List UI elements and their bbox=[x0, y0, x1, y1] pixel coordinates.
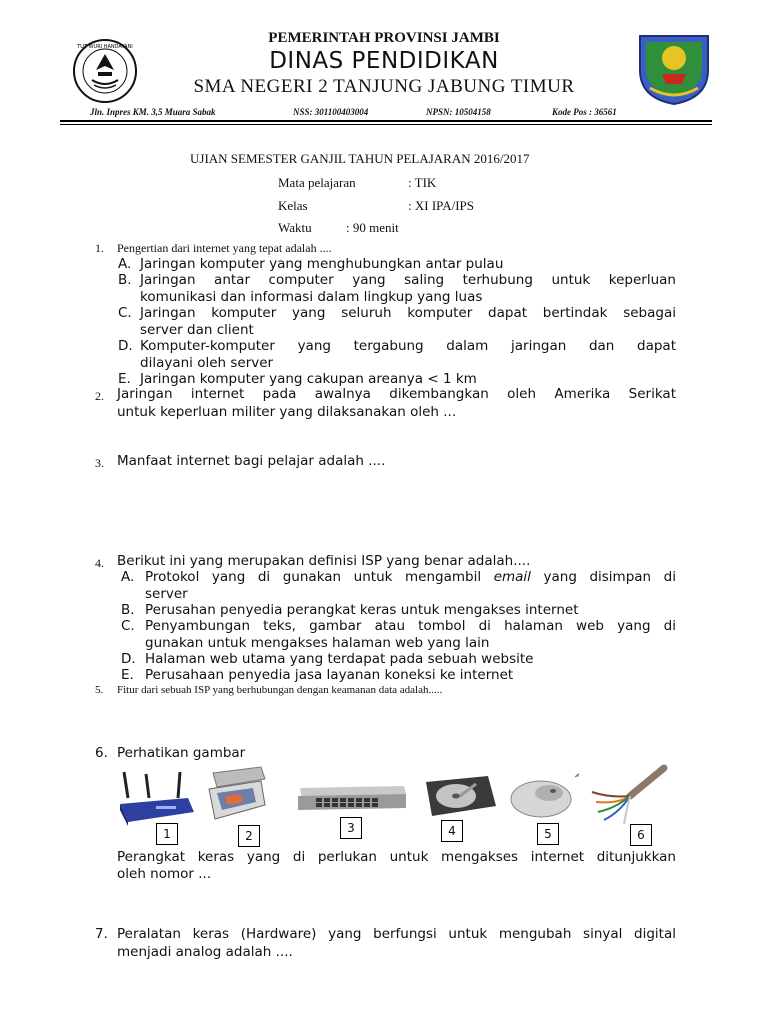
image-label-1: 1 bbox=[156, 823, 178, 845]
q1-option-c-line1: Jaringan komputer yang seluruh komputer dapat bertindak sebagai bbox=[140, 305, 676, 321]
nss: NSS: 301100403004 bbox=[293, 107, 369, 117]
hard-disk-icon bbox=[420, 772, 498, 820]
q4-option-a-email: email bbox=[493, 569, 531, 585]
kelas-label: Kelas bbox=[278, 198, 308, 213]
q5-text: Fitur dari sebuah ISP yang berhubungan dengan keamanan data adalah..... bbox=[117, 684, 443, 696]
q3-number: 3. bbox=[95, 456, 104, 470]
q1-text: Pengertian dari internet yang tepat adalah .... bbox=[117, 241, 332, 255]
q1-option-a: Jaringan komputer yang menghubungkan antar pulau bbox=[140, 256, 504, 272]
exam-title: UJIAN SEMESTER GANJIL TAHUN PELAJARAN 2016/2017 bbox=[190, 151, 530, 166]
q5-number: 5. bbox=[95, 684, 104, 696]
q6-question-line2: oleh nomor ... bbox=[117, 866, 212, 882]
q1-option-b-line2: komunikasi dan informasi dalam lingkup yang luas bbox=[140, 289, 483, 305]
q4-option-a-text-1: Protokol yang di gunakan untuk mengambil bbox=[145, 569, 482, 585]
image-label-2: 2 bbox=[238, 825, 260, 847]
q6-number: 6. bbox=[95, 745, 108, 761]
address: Jln. Inpres KM. 3,5 Muara Sabak bbox=[90, 107, 216, 117]
q1-option-d-letter: D. bbox=[118, 338, 133, 354]
header-divider-thin bbox=[60, 124, 712, 125]
router-icon bbox=[116, 768, 196, 828]
q3-text: Manfaat internet bagi pelajar adalah .... bbox=[117, 453, 386, 469]
q4-option-d-letter: D. bbox=[121, 651, 136, 667]
switch-icon bbox=[296, 782, 408, 814]
q1-option-d-line1: Komputer-komputer yang tergabung dalam jaringan dan dapat bbox=[140, 338, 676, 354]
waktu-label: Waktu bbox=[278, 220, 312, 235]
header-line-2: DINAS PENDIDIKAN bbox=[269, 48, 499, 74]
q1-number: 1. bbox=[95, 241, 104, 255]
q4-option-c-line2: gunakan untuk mengakses halaman web yang lain bbox=[145, 635, 490, 651]
q4-option-a-line1 bbox=[145, 569, 676, 585]
q7-text-line1: Peralatan keras (Hardware) yang berfungsi untuk mengubah sinyal digital bbox=[117, 926, 676, 942]
q4-option-e: Perusahaan penyedia jasa layanan koneksi ke internet bbox=[145, 667, 514, 683]
q2-text-line1: Jaringan internet pada awalnya dikembangkan oleh Amerika Serikat bbox=[117, 386, 676, 402]
header-divider-thick bbox=[60, 120, 712, 122]
q4-option-c-line1: Penyambungan teks, gambar atau tombol di halaman web yang di bbox=[145, 618, 676, 634]
header-line-1: PEMERINTAH PROVINSI JAMBI bbox=[268, 30, 500, 46]
q2-text-line2: untuk keperluan militer yang dilaksanakan oleh ... bbox=[117, 404, 457, 420]
q4-text: Berikut ini yang merupakan definisi ISP yang benar adalah.... bbox=[117, 553, 531, 569]
q1-option-e-letter: E. bbox=[118, 371, 131, 387]
q4-option-a-text-2: yang disimpan di bbox=[543, 569, 677, 585]
q7-text-line2: menjadi analog adalah .... bbox=[117, 944, 293, 960]
q4-option-e-letter: E. bbox=[121, 667, 134, 683]
q1-option-e: Jaringan komputer yang cakupan areanya < 1 km bbox=[140, 371, 477, 387]
npsn: NPSN: 10504158 bbox=[426, 107, 491, 117]
q7-number: 7. bbox=[95, 926, 108, 942]
image-label-3: 3 bbox=[340, 817, 362, 839]
kelas-value: : XI IPA/IPS bbox=[408, 198, 474, 213]
q2-number: 2. bbox=[95, 389, 104, 403]
q6-text: Perhatikan gambar bbox=[117, 745, 246, 761]
q1-option-b-letter: B. bbox=[118, 272, 132, 288]
image-label-6: 6 bbox=[630, 824, 652, 846]
q4-option-a-letter: A. bbox=[121, 569, 135, 585]
q4-option-b-letter: B. bbox=[121, 602, 135, 618]
mapel-label: Mata pelajaran bbox=[278, 175, 356, 190]
scanner-icon bbox=[205, 765, 267, 827]
utp-cable-icon bbox=[588, 764, 668, 828]
kode-pos: Kode Pos : 36561 bbox=[552, 107, 617, 117]
q4-option-c-letter: C. bbox=[121, 618, 135, 634]
q1-option-c-letter: C. bbox=[118, 305, 132, 321]
image-label-4: 4 bbox=[441, 820, 463, 842]
header-line-3: SMA NEGERI 2 TANJUNG JABUNG TIMUR bbox=[193, 76, 575, 97]
q4-option-d: Halaman web utama yang terdapat pada sebuah website bbox=[145, 651, 534, 667]
q4-option-b: Perusahan penyedia perangkat keras untuk mengakses internet bbox=[145, 602, 579, 618]
q1-option-a-letter: A. bbox=[118, 256, 132, 272]
q4-number: 4. bbox=[95, 556, 104, 570]
mapel-value: : TIK bbox=[408, 175, 437, 190]
q4-option-a-line2: server bbox=[145, 586, 188, 602]
q6-question-line1: Perangkat keras yang di perlukan untuk mengakses internet ditunjukkan bbox=[117, 849, 676, 865]
mouse-icon bbox=[507, 771, 583, 821]
waktu-value: : 90 menit bbox=[346, 220, 399, 235]
q1-option-d-line2: dilayani oleh server bbox=[140, 355, 274, 371]
q1-option-c-line2: server dan client bbox=[140, 322, 254, 338]
logo-left-text: TUT WURI HANDAYANI bbox=[77, 44, 133, 50]
q1-option-b-line1: Jaringan antar computer yang saling terhubung untuk keperluan bbox=[140, 272, 676, 288]
image-label-5: 5 bbox=[537, 823, 559, 845]
